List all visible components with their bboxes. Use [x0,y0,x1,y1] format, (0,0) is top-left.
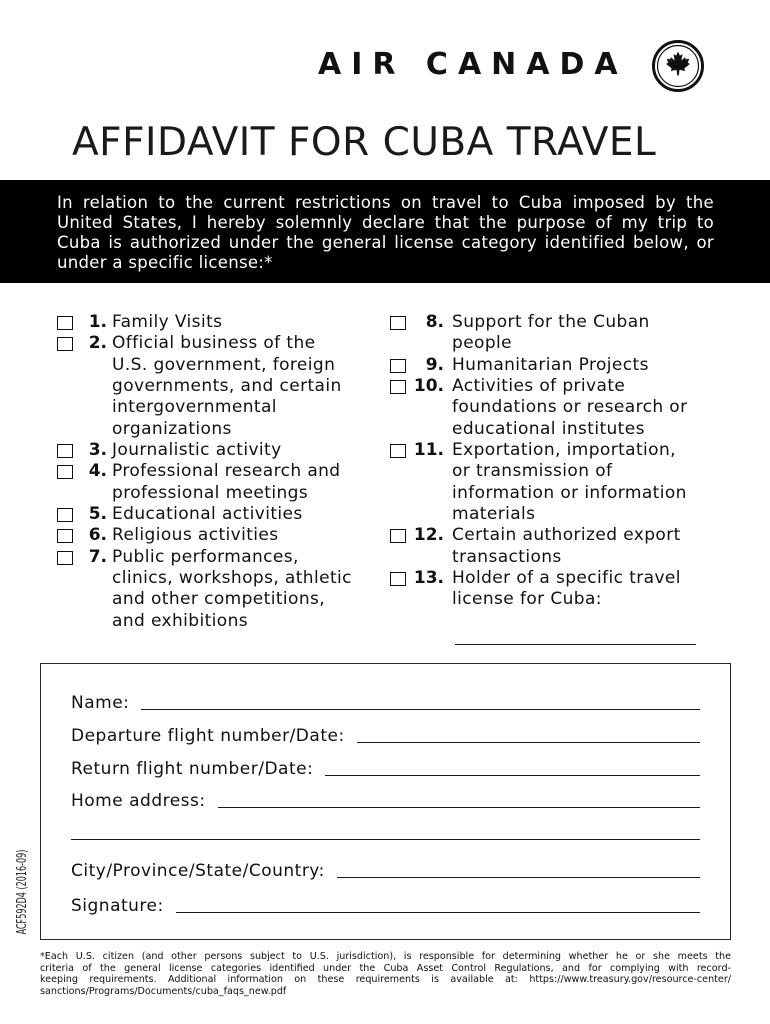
checkbox-category-13[interactable] [390,572,406,586]
category-number: 10. [413,375,444,396]
category-number: 3. [88,439,107,460]
category-label-line: educational institutes [452,418,645,439]
departure-flight-label: Departure flight number/Date: [71,726,345,746]
category-label-line: Holder of a specific travel [452,567,681,588]
return-flight-label: Return flight number/Date: [71,759,314,779]
category-item-9 [385,355,770,376]
category-number: 7. [88,546,107,567]
category-label-line: license for Cuba: [452,589,602,610]
checkbox-category-9[interactable] [390,359,406,373]
checkbox-category-6[interactable] [57,529,73,543]
category-label-line: Professional research and [112,461,341,482]
category-label-line: and exhibitions [112,610,249,631]
category-item-4 [0,461,385,504]
category-label-line: foundations or research or [452,397,688,418]
home-address-label: Home address: [71,791,206,811]
declaration-line: under a specific license:* [57,253,273,272]
category-number: 5. [88,503,107,524]
city-province-state-country-label: City/Province/State/Country: [71,861,325,881]
category-list-left [0,312,385,632]
category-list-right [385,312,770,611]
maple-leaf-roundel-icon [651,39,705,93]
checkbox-category-2[interactable] [57,337,73,351]
category-label-line: Journalistic activity [112,439,282,460]
category-number: 4. [88,461,107,482]
footnote [40,951,731,997]
checkbox-category-5[interactable] [57,508,73,522]
category-item-8 [385,312,770,355]
departure-flight-input[interactable] [357,727,700,743]
name-input[interactable] [141,694,700,710]
category-item-1 [0,312,385,333]
category-number: 11. [413,439,444,460]
footnote-line: criteria of the general license categories identified under the Cuba Asset Control Regulations, and for complying with record- [40,962,731,974]
footnote-line: sanctions/Programs/Documents/cuba_faqs_new.pdf [40,985,287,997]
specific-license-input[interactable] [455,628,696,645]
checkbox-category-10[interactable] [390,380,406,394]
category-label-line: intergovernmental [112,397,277,418]
signature-input[interactable] [176,897,700,913]
category-item-7 [0,547,385,632]
category-number: 9. [425,354,444,375]
checkbox-category-4[interactable] [57,465,73,479]
signature-field [71,894,700,918]
declaration-line: In relation to the current restrictions on travel to Cuba imposed by the [57,193,714,212]
category-label-line: organizations [112,418,232,439]
category-label-line: U.S. government, foreign [112,354,336,375]
category-number: 13. [413,567,444,588]
category-label-line: people [452,333,513,354]
category-item-3 [0,440,385,461]
footnote-line: *Each U.S. citizen (and other persons subject to U.S. jurisdiction), is responsible for determining whether he or she meets the [40,951,731,962]
category-label-line: Exportation, importation, [452,439,676,460]
category-number: 12. [413,525,444,546]
category-label-line: Certain authorized export [452,525,681,546]
category-item-5 [0,504,385,525]
checkbox-category-12[interactable] [390,529,406,543]
category-label-line: Public performances, [112,546,299,567]
checkbox-category-1[interactable] [57,316,73,330]
form-code: ACF592D4 (2016-09) [15,849,30,935]
name-field [71,691,700,715]
checkbox-category-11[interactable] [390,444,406,458]
declaration-text [57,193,714,273]
category-label-line: Activities of private [452,375,626,396]
departure-flight-field [71,724,700,748]
category-label-line: clinics, workshops, athletic [112,567,352,588]
category-item-11 [385,440,770,525]
declaration-line: Cuba is authorized under the general license category identified below, or [57,233,714,252]
category-item-6 [0,525,385,546]
signature-label: Signature: [71,896,164,916]
home-address-line-2-input[interactable] [71,823,700,840]
category-label-line: Religious activities [112,525,279,546]
return-flight-field [71,757,700,781]
checkbox-category-8[interactable] [390,316,406,330]
footnote-line: keeping requirements. Additional information on these requirements is available at: https://www.treasury.gov/resource-center/ [40,974,731,985]
category-label-line: materials [452,503,536,524]
declaration-band [0,180,770,283]
category-label-line: Educational activities [112,503,303,524]
category-number: 2. [88,333,107,354]
category-label-line: professional meetings [112,482,309,503]
category-label-line: transactions [452,546,562,567]
city-province-state-country-field [71,859,700,883]
declaration-line: United States, I hereby solemnly declare that the purpose of my trip to [57,213,714,232]
traveler-info-box [40,663,731,940]
checkbox-category-7[interactable] [57,551,73,565]
category-number: 1. [88,312,107,332]
category-item-12 [385,525,770,568]
name-label: Name: [71,693,130,713]
category-label-line: information or information [452,482,687,503]
checkbox-category-3[interactable] [57,444,73,458]
category-item-10 [385,376,770,440]
category-label-line: Humanitarian Projects [452,354,649,375]
page-title: AFFIDAVIT FOR CUBA TRAVEL [72,120,657,165]
category-label-line: Family Visits [112,312,223,332]
category-item-13 [385,568,770,611]
category-label-line: and other competitions, [112,589,326,610]
home-address-field [71,789,700,813]
category-number: 6. [88,525,107,546]
city-province-state-country-input[interactable] [337,862,700,878]
category-number: 8. [425,312,444,332]
return-flight-input[interactable] [325,760,700,776]
brand-name: AIR CANADA [318,47,628,82]
category-label-line: governments, and certain [112,375,342,396]
category-label-line: Support for the Cuban [452,312,650,332]
category-label-line: Official business of the [112,333,316,354]
category-item-2 [0,333,385,440]
home-address-input[interactable] [218,792,700,808]
category-label-line: or transmission of [452,461,613,482]
